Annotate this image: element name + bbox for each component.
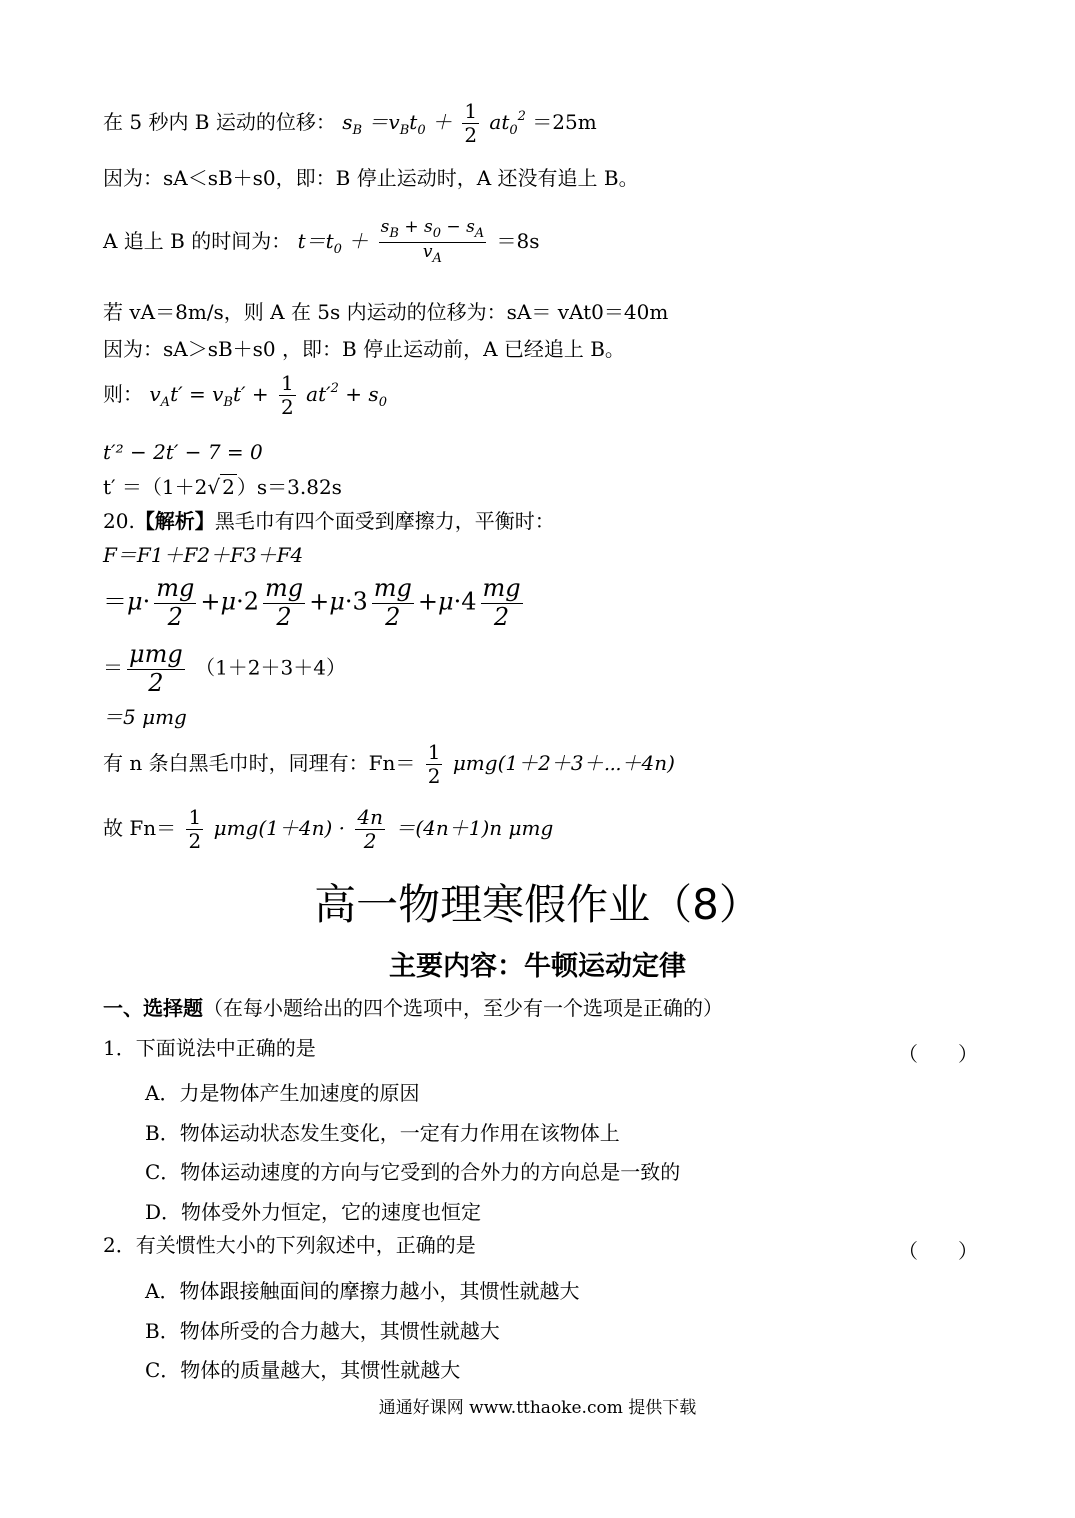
- final-4n-over-2: $\frac{4n}{2}$: [357, 805, 383, 853]
- analysis-tag: 【解析】: [134, 509, 215, 533]
- question-1-option-b: B．物体运动状态发生变化，一定有力作用在该物体上: [145, 1121, 620, 1145]
- frac-mg-1: $\frac{mg}{2}$: [156, 574, 195, 631]
- final-suffix: ＝(4n＋1)n μmg: [395, 816, 554, 840]
- final-line: [103, 806, 553, 853]
- root-prefix: t′ ＝（1＋2: [103, 475, 208, 499]
- solution-line-root: [103, 477, 342, 497]
- question-1-option-a: A．力是物体产生加速度的原因: [145, 1081, 420, 1105]
- question-2-option-c: C．物体的质量越大，其惯性就越大: [145, 1358, 461, 1382]
- displacement-b-text: 在 5 秒内 B 运动的位移：: [103, 110, 336, 134]
- general-case-suffix: μmg(1＋2＋3＋⋯＋4n): [452, 751, 675, 775]
- question-1-option-d: D．物体受外力恒定，它的速度也恒定: [145, 1200, 482, 1224]
- final-prefix: 故 Fn＝: [103, 816, 177, 840]
- solution-line-catchup-time: [103, 218, 540, 267]
- root-suffix: ）s＝3.82s: [236, 475, 342, 499]
- solution-20-heading: [103, 511, 555, 531]
- force-expansion: ＝μ· $\frac{mg}{2}$ +μ·2 $\frac{mg}{2}$ +μ·3 $\frac{mg}{2}$ +μ·4 $\frac{mg}{2}$: [103, 574, 521, 631]
- question-2-option-a: A．物体跟接触面间的摩擦力越小，其惯性就越大: [145, 1279, 580, 1303]
- solution-line-compare-2: 因为：sA＞sB＋s0 ，即：B 停止运动前，A 已经追上 B。: [103, 337, 625, 361]
- solution-line-equation: [103, 372, 387, 419]
- question-1-answer-slot: （ ）: [898, 1042, 978, 1066]
- solution-line-compare-1: 因为：sA＜sB＋s0，即：B 停止运动时，A 还没有追上 B。: [103, 166, 639, 190]
- page-title: 高一物理寒假作业（8）: [314, 880, 761, 929]
- question-2-stem: 2．有关惯性大小的下列叙述中，正确的是: [103, 1233, 476, 1257]
- catchup-time-result: ＝8s: [496, 228, 540, 253]
- general-case-prefix: 有 n 条白黑毛巾时，同理有：Fn＝: [103, 751, 416, 775]
- equation-rhs: $at'^2 + s_0$: [306, 381, 387, 410]
- solution-line-displacement-b: [103, 100, 597, 147]
- solution-line-quadratic: t′² − 2t′ − 7 = 0: [103, 440, 263, 464]
- frac-mg-2: $\frac{mg}{2}$: [265, 574, 304, 631]
- general-case-line: [103, 741, 675, 788]
- final-mid: μmg(1＋4n) ·: [213, 816, 345, 840]
- force-result: ＝5 μmg: [103, 705, 187, 729]
- solution-20-intro: 黑毛巾有四个面受到摩擦力，平衡时：: [214, 509, 555, 533]
- displacement-b-formula: $s_B =v_Bt_0$ ＋: [342, 110, 452, 138]
- force-factored: ＝ $\frac{\text{μmg}}{2}$ （1＋2＋3＋4）: [103, 640, 346, 697]
- question-1-option-c: C．物体运动速度的方向与它受到的合外力的方向总是一致的: [145, 1160, 681, 1184]
- catchup-fraction: $\frac{s_B + s_0 - s_A}{v_A}$: [380, 217, 485, 266]
- equation-lhs: $v_At' = v_Bt'$ +: [149, 382, 269, 410]
- catchup-time-formula: $t=t_0$ ＋: [297, 228, 369, 257]
- displacement-b-term: $at_0^2$: [489, 109, 526, 138]
- final-half: $\frac{1}{2}$: [188, 805, 202, 853]
- section-note: （在每小题给出的四个选项中，至少有一个选项是正确的）: [203, 996, 723, 1020]
- question-1-stem: 1．下面说法中正确的是: [103, 1036, 316, 1060]
- solution-20-number: 20.: [103, 509, 135, 533]
- displacement-b-result: ＝25m: [532, 110, 597, 134]
- force-sum-equation: F＝F1＋F2＋F3＋F4: [103, 543, 304, 567]
- fraction-half: $\frac{1}{2}$: [464, 99, 478, 147]
- sqrt-icon: √ 2: [207, 475, 235, 499]
- section-heading: [103, 998, 723, 1018]
- equation-prefix: 则：: [103, 382, 143, 406]
- frac-mg-4: $\frac{mg}{2}$: [482, 574, 521, 631]
- page-footer: 通通好课网 www.tthaoke.com 提供下载: [378, 1398, 697, 1418]
- solution-line-if-va: 若 vA＝8m/s，则 A 在 5s 内运动的位移为：sA＝ vAt0＝40m: [103, 300, 669, 324]
- page-subtitle: 主要内容：牛顿运动定律: [389, 951, 686, 982]
- question-2-answer-slot: （ ）: [898, 1239, 978, 1263]
- force-factored-suffix: （1＋2＋3＋4）: [195, 655, 346, 680]
- section-heading-label: 一、选择题: [103, 996, 203, 1020]
- catchup-time-text: A 追上 B 的时间为：: [103, 228, 292, 253]
- general-half: $\frac{1}{2}$: [427, 740, 441, 788]
- equation-half: $\frac{1}{2}$: [281, 371, 294, 419]
- frac-mu-mg: $\frac{\text{μmg}}{2}$: [129, 640, 183, 697]
- question-2-option-b: B．物体所受的合力越大，其惯性就越大: [145, 1319, 500, 1343]
- frac-mg-3: $\frac{mg}{2}$: [373, 574, 412, 631]
